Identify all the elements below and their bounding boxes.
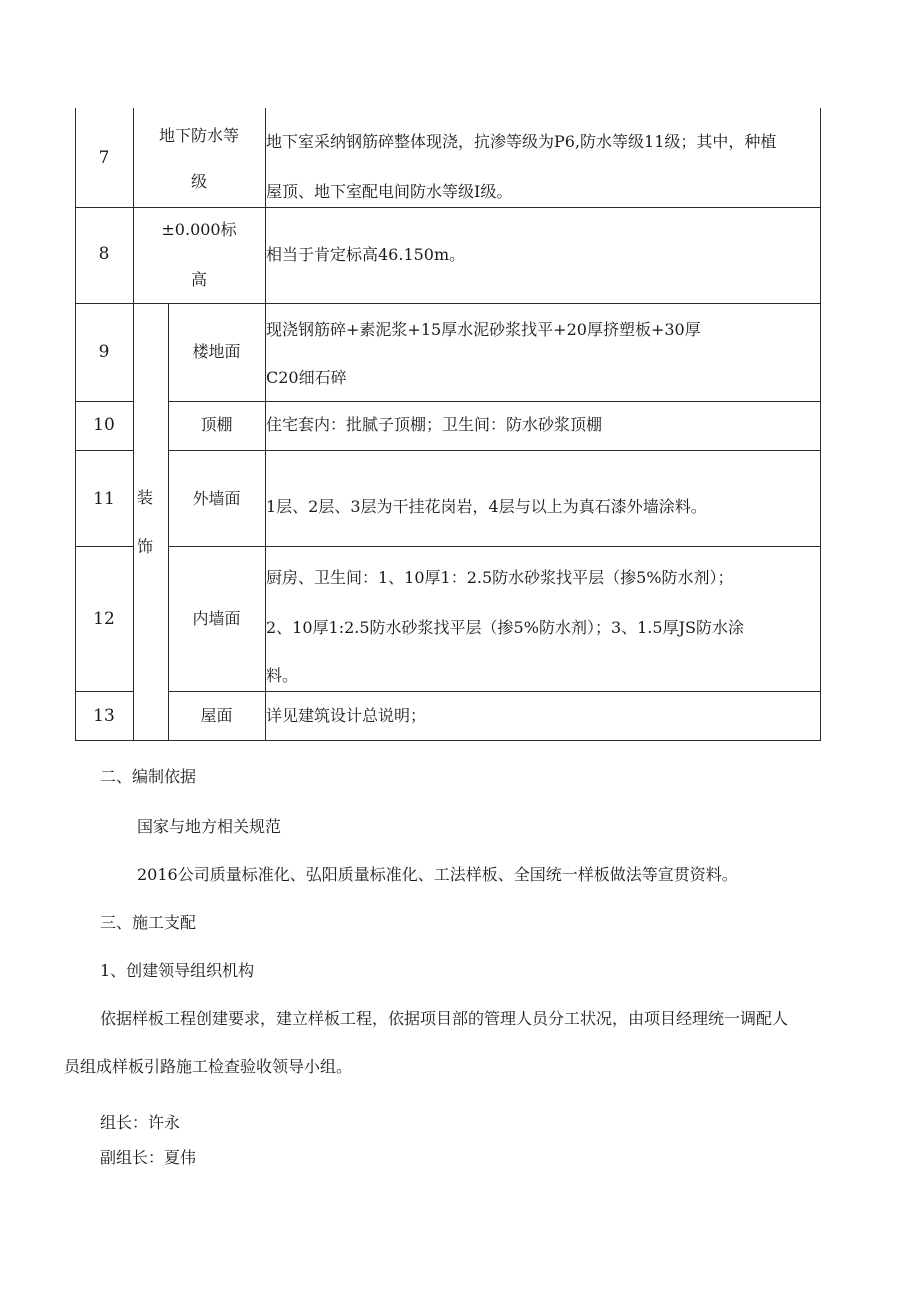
basis-line-1: 国家与地方相关规范 xyxy=(137,817,282,836)
row-7-number: 7 xyxy=(98,148,110,168)
row-12-content-line2: 2、10厚1:2.5防水砂浆找平层（掺5%防水剂）；3、1.5厚JS防水涂 xyxy=(266,618,744,637)
row-7-item-line2: 级 xyxy=(190,172,207,191)
org-heading: 1、创建领导组织机构 xyxy=(100,961,255,980)
row-7-content-line1: 地下室采纳钢筋碎整体现浇，抗渗等级为P6,防水等级11级；其中，种植 xyxy=(266,132,777,151)
basis-line-2: 2016公司质量标准化、弘阳质量标准化、工法样板、全国统一样板做法等宣贯资料。 xyxy=(137,865,738,884)
org-paragraph-line-2: 员组成样板引路施工检查验收领导小组。 xyxy=(64,1057,353,1076)
row-line-9-10-right xyxy=(168,401,821,402)
row-line-11-12-right xyxy=(168,546,821,547)
row-11-item: 外墙面 xyxy=(192,489,241,508)
row-line-12-13-right xyxy=(168,691,821,692)
row-8-number: 8 xyxy=(98,244,110,264)
row-12-item: 内墙面 xyxy=(192,609,241,628)
table-right-border xyxy=(820,108,821,741)
table-bottom-border xyxy=(75,740,821,741)
row-line-11-12-left xyxy=(75,546,134,547)
table-divider-no xyxy=(133,108,134,741)
row-line-7-8 xyxy=(75,207,821,208)
leader-line: 组长：许永 xyxy=(100,1113,181,1132)
group-label-bottom: 饰 xyxy=(136,537,153,556)
row-line-9-10-left xyxy=(75,401,134,402)
group-label-top: 装 xyxy=(136,488,153,507)
row-9-content-line2: C20细石碎 xyxy=(266,368,347,387)
row-10-content-line1: 住宅套内：批腻子顶棚；卫生间：防水砂浆顶棚 xyxy=(266,415,603,434)
row-13-number: 13 xyxy=(93,706,115,726)
row-8-content-line1: 相当于肯定标高46.150m。 xyxy=(266,245,466,264)
row-10-number: 10 xyxy=(93,415,115,435)
row-8-item-line2: 高 xyxy=(190,270,207,289)
row-12-number: 12 xyxy=(93,609,115,629)
row-7-content-line2: 屋顶、地下室配电间防水等级Ⅰ级。 xyxy=(266,182,513,201)
org-paragraph-line-1: 依据样板工程创建要求，建立样板工程，依据项目部的管理人员分工状况，由项目经理统一调配人 xyxy=(100,1009,789,1028)
row-line-8-9 xyxy=(75,303,821,304)
row-11-number: 11 xyxy=(93,489,115,509)
row-9-content-line1: 现浇钢筋碎+素泥浆+15厚水泥砂浆找平+20厚挤塑板+30厚 xyxy=(266,320,701,339)
basis-heading: 二、编制依据 xyxy=(100,767,197,786)
row-11-content-line1: 1层、2层、3层为干挂花岗岩，4层与以上为真石漆外墙涂料。 xyxy=(266,497,707,516)
row-line-12-13-left xyxy=(75,691,134,692)
vice-leader-line: 副组长：夏伟 xyxy=(100,1148,197,1167)
row-9-number: 9 xyxy=(98,342,110,362)
row-7-item-line1: 地下防水等 xyxy=(158,126,239,145)
row-10-item: 顶棚 xyxy=(200,415,233,434)
row-12-content-line3: 料。 xyxy=(266,666,299,685)
row-12-content-line1: 厨房、卫生间：1、10厚1：2.5防水砂浆找平层（掺5%防水剂）； xyxy=(266,568,734,587)
table-divider-group xyxy=(168,303,169,741)
row-line-10-11-left xyxy=(75,450,134,451)
row-8-item-line1: ±0.000标 xyxy=(161,220,237,239)
row-13-item: 屋面 xyxy=(200,706,233,725)
row-9-item: 楼地面 xyxy=(192,342,241,361)
row-line-10-11-right xyxy=(168,450,821,451)
row-13-content-line1: 详见建筑设计总说明； xyxy=(266,706,427,725)
construction-heading: 三、施工支配 xyxy=(100,913,197,932)
